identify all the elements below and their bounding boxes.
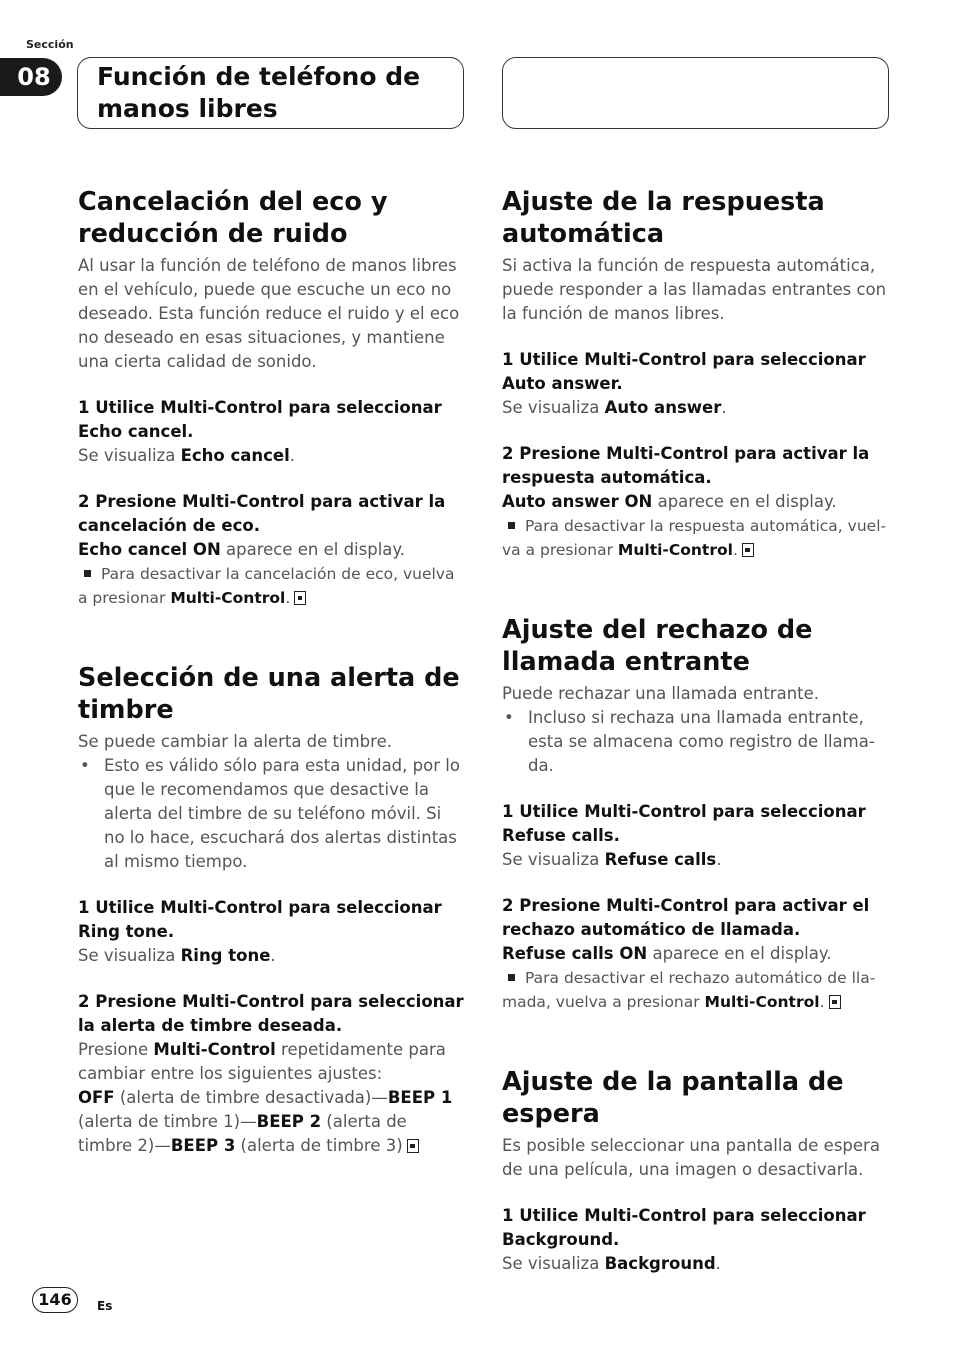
end-of-section-icon [742,543,754,557]
heading-ring-tone: Selección de una alerta de timbre [78,663,460,725]
intro-refuse-calls: Puede rechazar una llamada entrante. [502,684,820,703]
ring-tone-options: OFF (alerta de timbre desactivada)—BEEP 1 (alerta de timbre 1)—BEEP 2 (alerta de timbre 2)—BEEP 3 (alerta de timbre 3) [78,1088,453,1155]
note-echo-cancel: Para desactivar la cancelación de eco, vuelva a presionar Multi-Control. [78,565,455,607]
step-2-echo-cancel: 2 Presione Multi-Control para activar la cancelación de eco. [78,492,446,535]
result-ring-tone: Se visualiza Ring tone. [78,946,276,965]
step-2-refuse-calls: 2 Presione Multi-Control para activar el rechazo automático de llamada. [502,896,870,939]
bullet-icon: • [80,756,90,775]
result-refuse-calls-on: Refuse calls ON aparece en el display. [502,944,832,963]
heading-refuse-calls: Ajuste del rechazo de llamada entrante [502,615,813,677]
end-of-section-icon [407,1139,419,1153]
result-refuse-calls: Se visualiza Refuse calls. [502,850,722,869]
page-number: 146 [32,1287,78,1313]
intro-background: Es posible seleccionar una pantalla de espera de una película, una imagen o desactivarla. [502,1136,880,1179]
note-square-icon [84,570,91,577]
step-1-echo-cancel: 1 Utilice Multi-Control para seleccionar Echo cancel. [78,398,442,441]
result-auto-answer: Se visualiza Auto answer. [502,398,727,417]
right-column [502,186,890,1276]
note-square-icon [508,522,515,529]
step-1-background: 1 Utilice Multi-Control para seleccionar Background. [502,1206,866,1249]
result-auto-answer-on: Auto answer ON aparece en el display. [502,492,837,511]
language-code: Es [97,1299,113,1313]
heading-auto-answer: Ajuste de la respuesta automática [502,187,825,249]
step-2-auto-answer: 2 Presione Multi-Control para activar la respuesta automática. [502,444,870,487]
note-auto-answer: Para desactivar la respuesta automática, vuel- va a presionar Multi-Control. [502,517,887,559]
step-1-refuse-calls: 1 Utilice Multi-Control para seleccionar Refuse calls. [502,802,866,845]
body-ring-tone: Presione Multi-Control repetidamente para cambiar entre los siguientes ajustes: [78,1040,446,1083]
heading-echo-cancel: Cancelación del eco y reducción de ruido [78,187,388,249]
step-1-ring-tone: 1 Utilice Multi-Control para seleccionar Ring tone. [78,898,442,941]
bullet-icon: • [504,708,514,727]
note-square-icon [508,974,515,981]
note-refuse-calls: Para desactivar el rechazo automático de lla- mada, vuelva a presionar Multi-Control. [502,969,876,1011]
bullet-refuse-calls: • Incluso si rechaza una llamada entrante, esta se almacena como registro de llama- da. [504,708,875,775]
intro-auto-answer: Si activa la función de respuesta automática, puede responder a las llamadas entrantes con la función de manos libres. [502,256,887,323]
step-1-auto-answer: 1 Utilice Multi-Control para seleccionar Auto answer. [502,350,866,393]
result-echo-cancel: Se visualiza Echo cancel. [78,446,295,465]
section-number-badge: 08 [0,58,62,96]
empty-header-box [502,57,889,129]
result-echo-cancel-on: Echo cancel ON aparece en el display. [78,540,406,559]
step-2-ring-tone: 2 Presione Multi-Control para seleccionar la alerta de timbre deseada. [78,992,464,1035]
end-of-section-icon [829,995,841,1009]
left-column [78,186,466,1158]
section-title: Función de teléfono de manos libres [97,62,421,123]
bullet-ring-tone: • Esto es válido sólo para esta unidad, por lo que le recomendamos que desactive la alerta del timbre de su teléfono móvil. Si no lo hace, escuchará dos alertas distintas al mismo tiempo. [80,756,460,871]
result-background: Se visualiza Background. [502,1254,721,1273]
heading-background: Ajuste de la pantalla de espera [502,1067,844,1129]
section-label: Sección [26,38,74,51]
intro-ring-tone: Se puede cambiar la alerta de timbre. [78,732,392,751]
end-of-section-icon [294,591,306,605]
intro-echo-cancel: Al usar la función de teléfono de manos libres en el vehículo, puede que escuche un eco no deseado. Esta función reduce el ruido y el eco no deseado en esas situaciones, y mantiene una cierta calidad de sonido. [78,256,460,371]
